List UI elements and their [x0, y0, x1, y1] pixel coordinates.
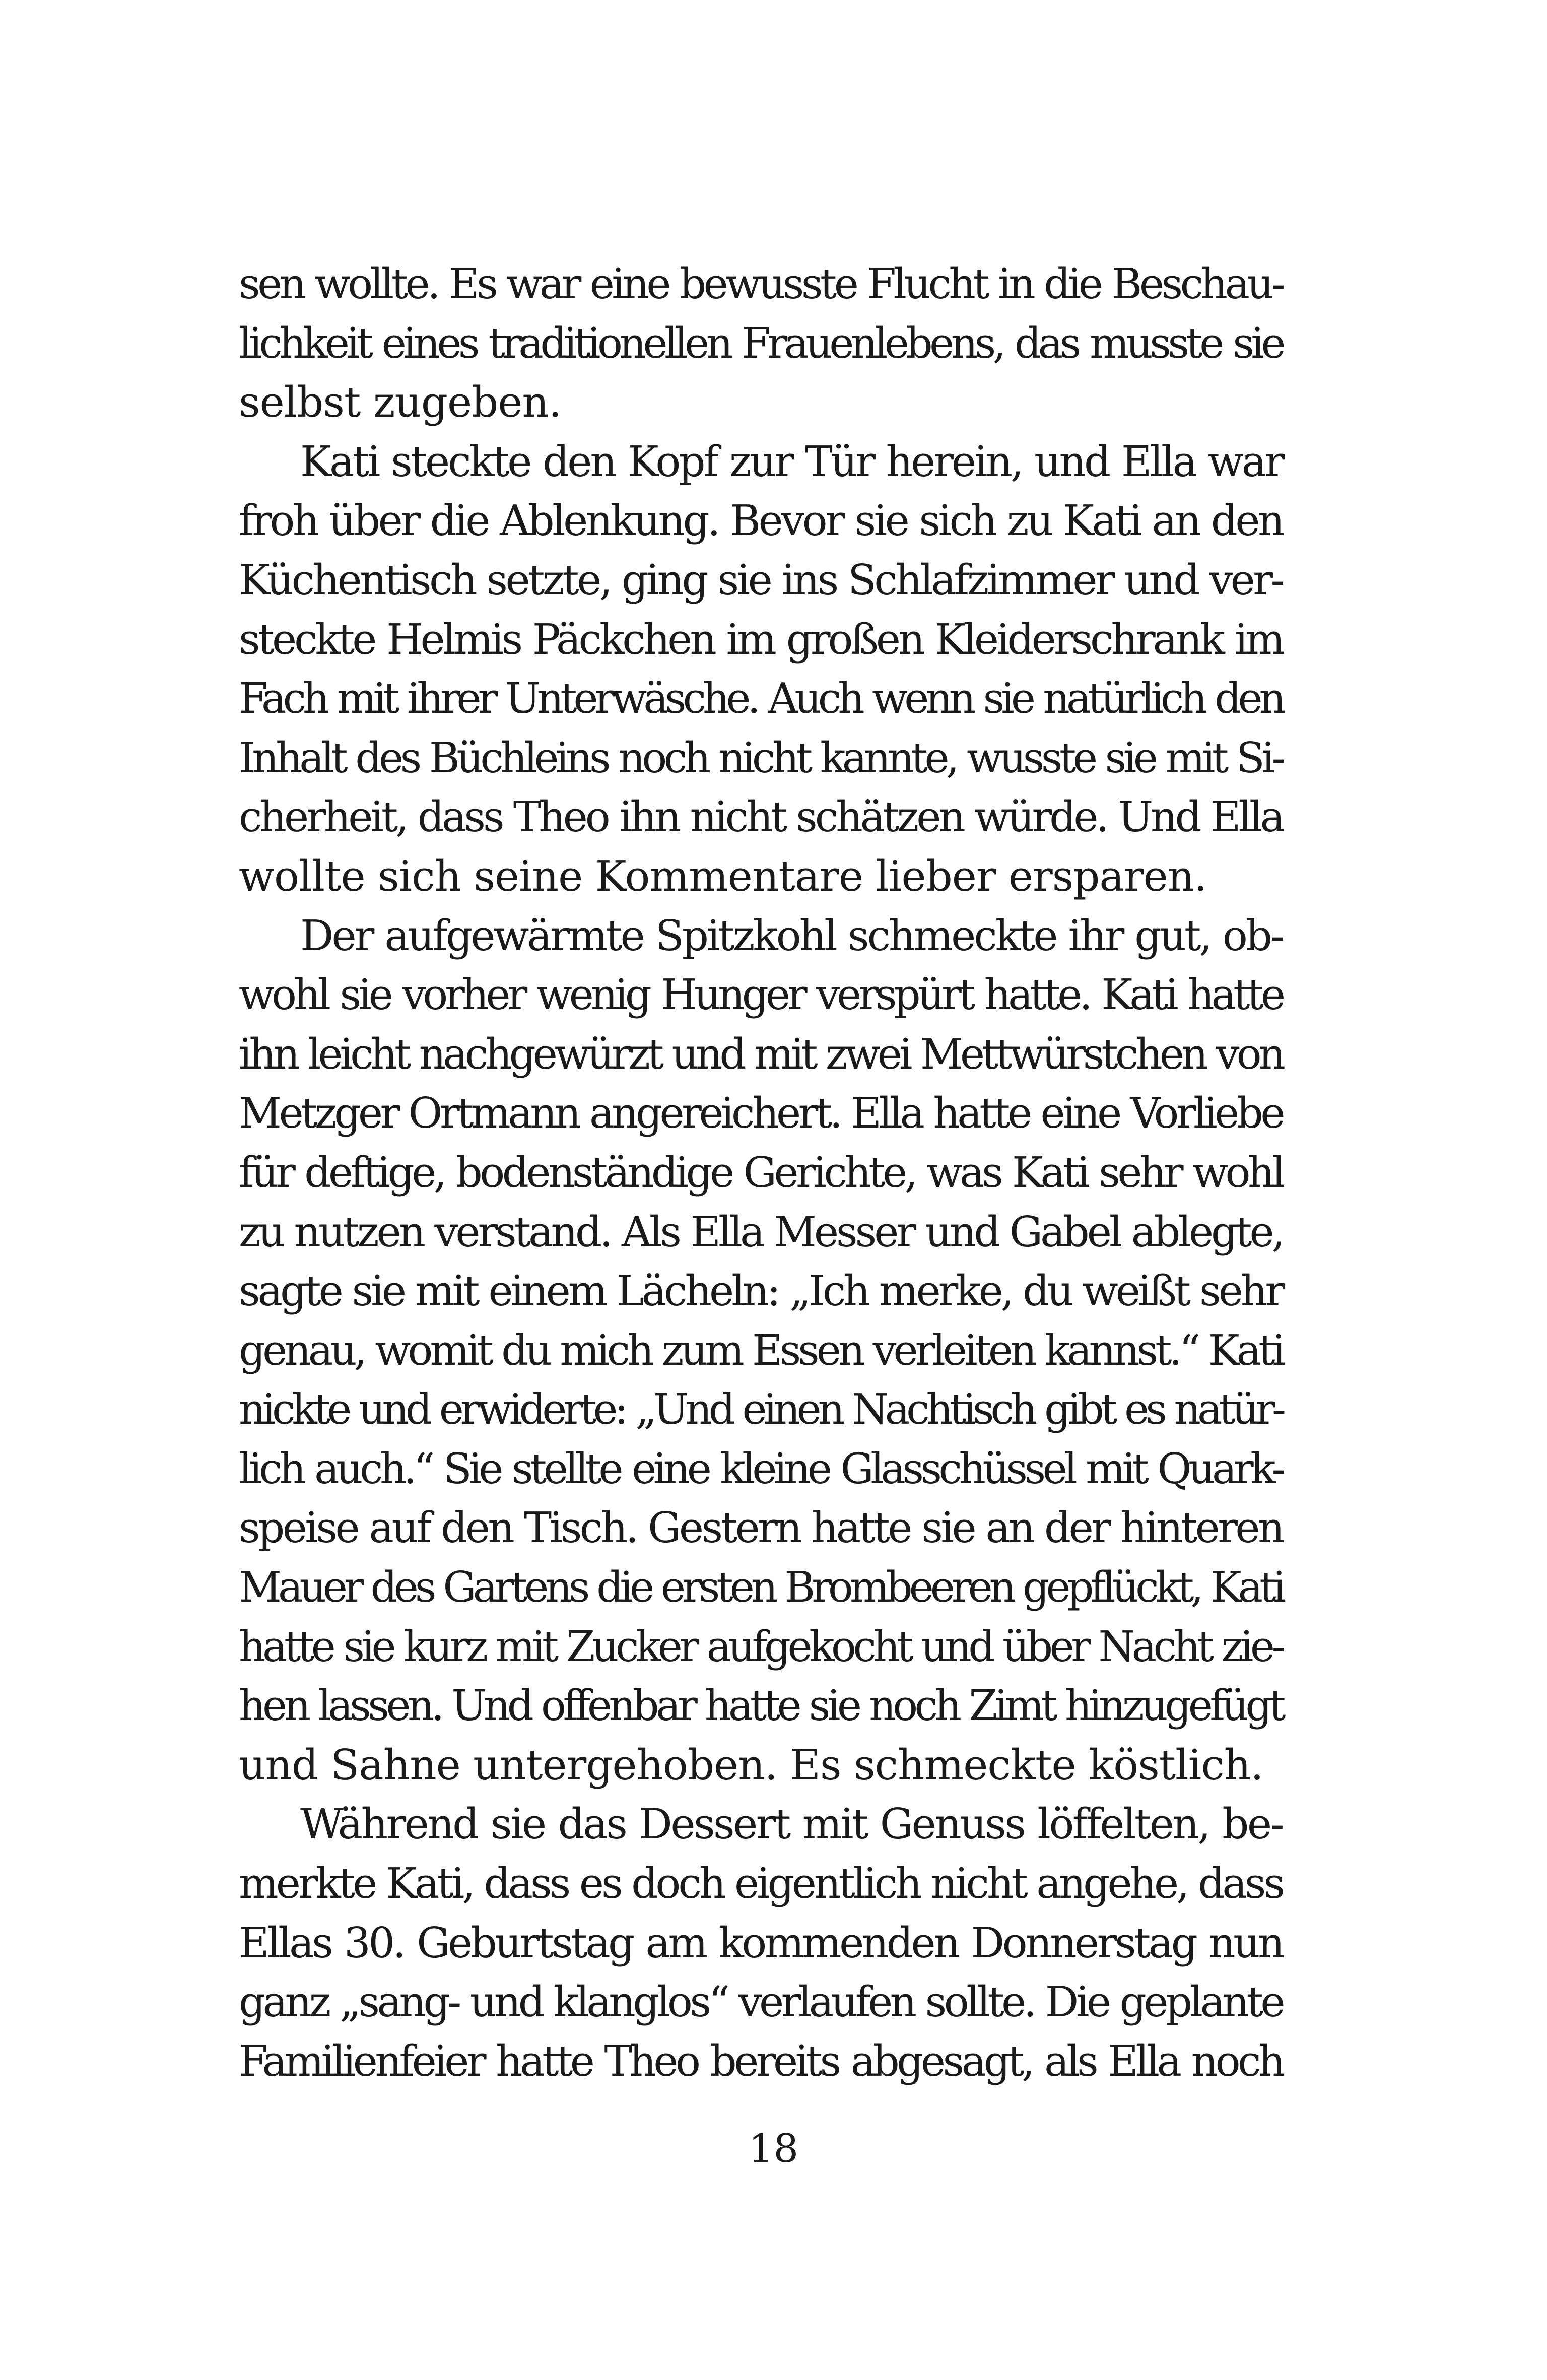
text-line: selbst zugeben.	[239, 378, 562, 427]
text-line: ganz „sang- und klanglos“ verlaufen sollte. Die geplante	[239, 1977, 1283, 2027]
text-line: genau, womit du mich zum Essen verleiten kannst.“ Kati	[239, 1326, 1283, 1375]
page-number: 18	[748, 2126, 799, 2171]
text-line: Fach mit ihrer Unterwäsche. Auch wenn sie natürlich den	[239, 674, 1283, 723]
text-line: sen wollte. Es war eine bewusste Flucht in die Beschau-	[239, 259, 1283, 308]
text-line: Metzger Ortmann angereichert. Ella hatte eine Vorliebe	[239, 1089, 1283, 1138]
text-line: Mauer des Gartens die ersten Brombeeren gepflückt, Kati	[239, 1563, 1283, 1612]
text-line: steckte Helmis Päckchen im großen Kleiderschrank im	[239, 615, 1283, 664]
text-line: Kati steckte den Kopf zur Tür herein, und Ella war	[300, 437, 1283, 486]
text-line: Der aufgewärmte Spitzkohl schmeckte ihr gut, ob-	[300, 911, 1283, 960]
text-line: lich auch.“ Sie stellte eine kleine Glasschüssel mit Quark-	[239, 1444, 1283, 1493]
text-line: lichkeit eines traditionellen Frauenlebens, das musste sie	[239, 318, 1283, 368]
text-line: Küchentisch setzte, ging sie ins Schlafzimmer und ver-	[239, 555, 1283, 605]
text-line: wollte sich seine Kommentare lieber ersparen.	[239, 851, 1207, 901]
text-line: Inhalt des Büchleins noch nicht kannte, wusste sie mit Si-	[239, 733, 1283, 782]
text-line: Familienfeier hatte Theo bereits abgesagt, als Ella noch	[239, 2036, 1283, 2086]
text-line: wohl sie vorher wenig Hunger verspürt hatte. Kati hatte	[239, 970, 1283, 1020]
text-line: zu nutzen verstand. Als Ella Messer und Gabel ablegte,	[239, 1207, 1283, 1257]
body-text	[239, 254, 1283, 2091]
text-line: Ellas 30. Geburtstag am kommenden Donnerstag nun	[239, 1918, 1283, 1967]
text-line: speise auf den Tisch. Gestern hatte sie an der hinteren	[239, 1503, 1283, 1553]
text-line: Während sie das Dessert mit Genuss löffelten, be-	[300, 1800, 1283, 1849]
text-line: froh über die Ablenkung. Bevor sie sich zu Kati an den	[239, 496, 1283, 546]
text-line: ihn leicht nachgewürzt und mit zwei Mettwürstchen von	[239, 1029, 1283, 1079]
text-line: und Sahne untergehoben. Es schmeckte köstlich.	[239, 1740, 1263, 1790]
text-line: hatte sie kurz mit Zucker aufgekocht und über Nacht zie-	[239, 1622, 1283, 1671]
text-line: nickte und erwiderte: „Und einen Nachtisch gibt es natür-	[239, 1385, 1283, 1434]
text-line: cherheit, dass Theo ihn nicht schätzen würde. Und Ella	[239, 792, 1283, 842]
text-line: merkte Kati, dass es doch eigentlich nicht angehe, dass	[239, 1859, 1283, 1908]
text-line: für deftige, bodenständige Gerichte, was Kati sehr wohl	[239, 1148, 1283, 1197]
text-line: sagte sie mit einem Lächeln: „Ich merke, du weißt sehr	[239, 1267, 1283, 1316]
text-line: hen lassen. Und offenbar hatte sie noch Zimt hinzugefügt	[239, 1681, 1283, 1731]
